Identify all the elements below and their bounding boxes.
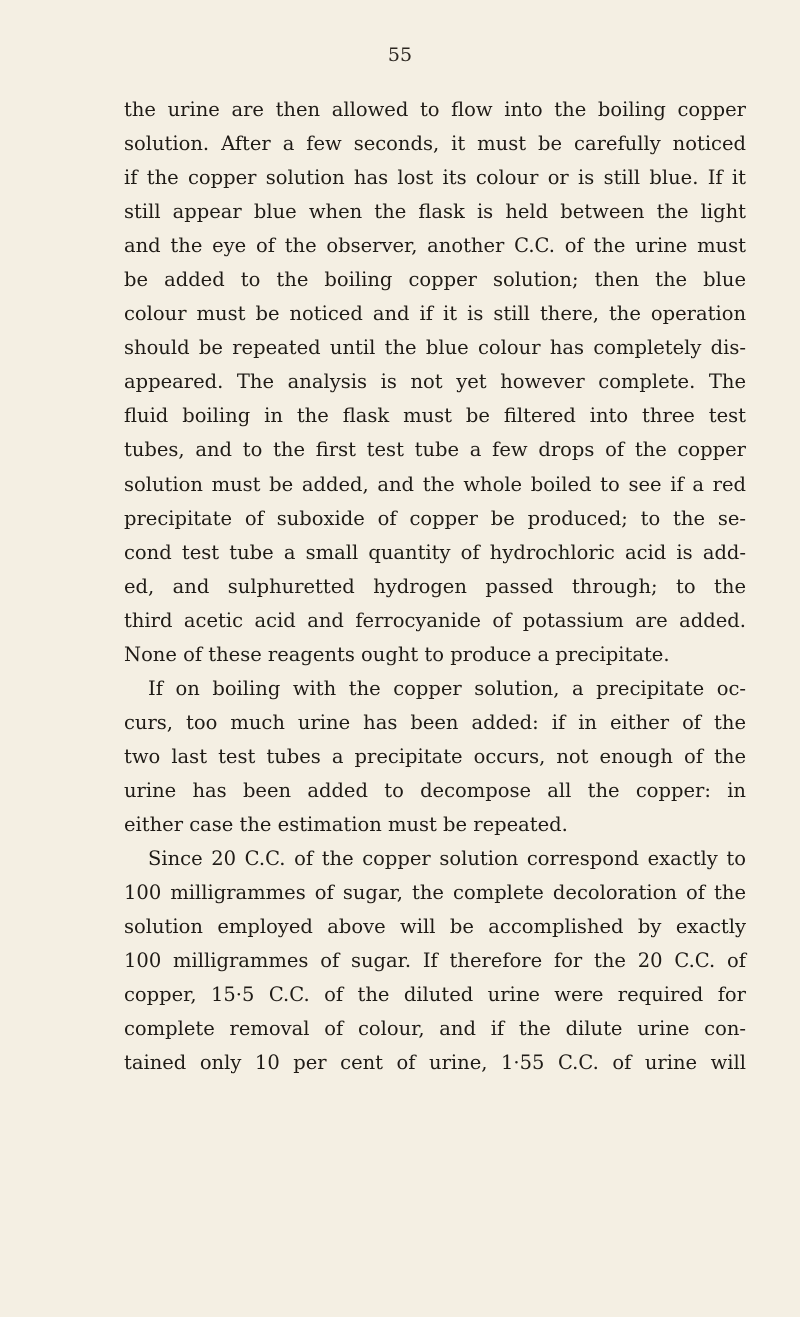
text-line: solution must be added, and the whole boiled to see if a red (124, 472, 746, 496)
body-text (124, 93, 746, 1080)
text-line: fluid boiling in the flask must be filtered into three test (124, 404, 746, 428)
text-line: the urine are then allowed to flow into the boiling copper (124, 98, 746, 121)
text-line: Since 20 C.C. of the copper solution correspond exactly to (148, 847, 746, 871)
text-line: still appear blue when the flask is held between the light (124, 200, 746, 224)
page-number: 55 (387, 44, 413, 66)
text-line: urine has been added to decompose all the copper: in (124, 778, 746, 802)
text-line: solution employed above will be accomplished by exactly (124, 915, 746, 939)
text-line: curs, too much urine has been added: if in either of the (124, 710, 746, 734)
text-line: tubes, and to the first test tube a few drops of the copper (124, 438, 746, 462)
text-line: 100 milligrammes of sugar, the complete decoloration of the (124, 881, 746, 905)
text-line: third acetic acid and ferrocyanide of potassium are added. (124, 608, 746, 632)
text-line: If on boiling with the copper solution, a precipitate oc- (148, 676, 746, 700)
text-line: be added to the boiling copper solution; then the blue (124, 268, 746, 292)
text-line: and the eye of the observer, another C.C. of the urine must (124, 234, 746, 258)
text-line: 100 milligrammes of sugar. If therefore for the 20 C.C. of (124, 949, 746, 973)
text-line: solution. After a few seconds, it must be carefully noticed (124, 132, 746, 156)
text-line: ed, and sulphuretted hydrogen passed through; to the (124, 574, 746, 598)
text-line: either case the estimation must be repeated. (124, 812, 568, 836)
text-line: tained only 10 per cent of urine, 1·55 C.C. of urine will (124, 1051, 746, 1075)
text-line: copper, 15·5 C.C. of the diluted urine were required for (124, 983, 746, 1007)
text-line: appeared. The analysis is not yet however complete. The (124, 370, 746, 394)
text-line: two last test tubes a precipitate occurs, not enough of the (124, 744, 746, 768)
text-line: precipitate of suboxide of copper be produced; to the se- (124, 506, 746, 530)
text-line: None of these reagents ought to produce a precipitate. (124, 642, 670, 666)
text-line: colour must be noticed and if it is still there, the operation (124, 302, 746, 326)
text-line: complete removal of colour, and if the dilute urine con- (124, 1017, 746, 1041)
text-line: should be repeated until the blue colour has completely dis- (124, 336, 746, 360)
text-line: if the copper solution has lost its colour or is still blue. If it (124, 166, 746, 190)
text-line: cond test tube a small quantity of hydrochloric acid is add- (124, 540, 746, 564)
